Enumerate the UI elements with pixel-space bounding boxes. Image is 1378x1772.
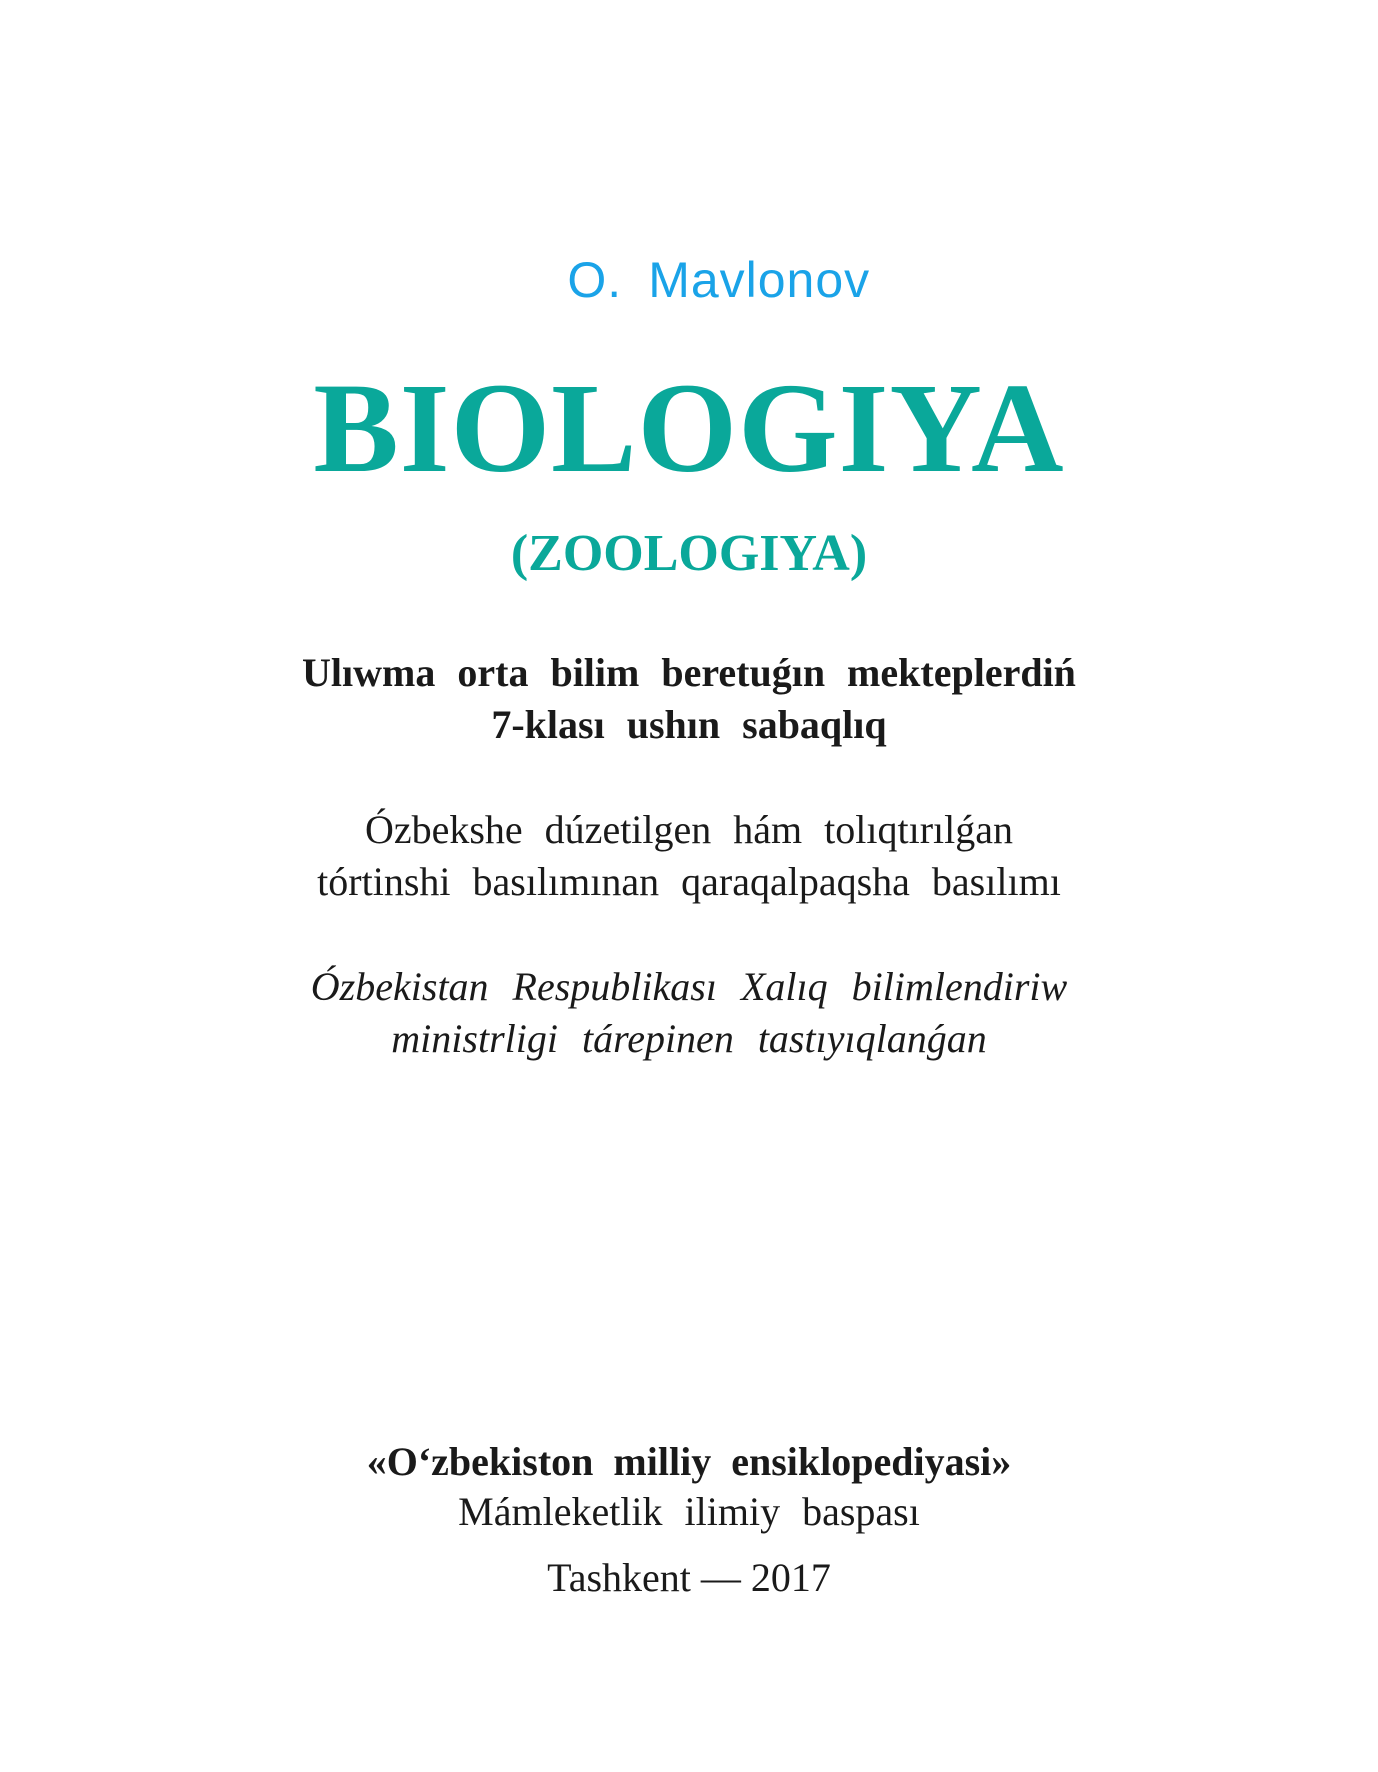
place-and-year: Tashkent — 2017: [547, 1555, 831, 1600]
author-surname: Mavlonov: [648, 252, 871, 308]
edition-line-1: Ózbekshe dúzetilgen hám tolıqtırılǵan: [364, 807, 1014, 852]
publisher-type: Mámleketlik ilimiy baspası: [458, 1489, 920, 1534]
book-title: BIOLOGIYA: [313, 357, 1065, 499]
author-name: [0, 190, 1378, 370]
purpose-line-1: Ulıwma orta bilim beretuǵın mekteplerdiń: [302, 650, 1076, 695]
approval-line-2: ministrligi tárepinen tastıyıqlanǵan: [391, 1016, 987, 1061]
approval-line-1: Ózbekistan Respublikası Xalıq bilimlendiriw: [310, 964, 1068, 1009]
purpose-line-2: 7-klası ushın sabaqlıq: [491, 702, 887, 747]
publisher-name: «O‘zbekiston milliy ensiklopediyasi»: [366, 1439, 1012, 1484]
author-initial: O.: [567, 252, 623, 308]
book-subtitle: (ZOOLOGIYA): [510, 525, 868, 582]
publication-year: 2017: [750, 1555, 831, 1600]
edition-line-2: tórtinshi basılımınan qaraqalpaqsha basılımı: [317, 859, 1061, 904]
publication-place: Tashkent: [547, 1555, 691, 1600]
